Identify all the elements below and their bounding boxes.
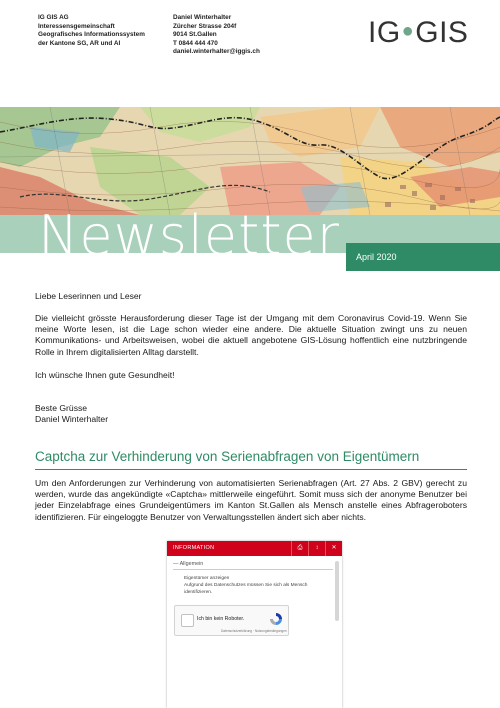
contact-line: T 0844 444 470: [173, 39, 218, 47]
map-banner-image: [0, 107, 500, 215]
dialog-scrollbar[interactable]: [335, 561, 339, 621]
logo-text-gis: GIS: [415, 16, 469, 49]
article-paragraph: Um den Anforderungen zur Verhinderung von automatisierten Serienabfragen (Art. 27 Abs. 2 GBV) gerecht zu werden, wurde das angekündigte «Captcha» mittlerweile eingeführt. Somit muss sich der anonyme Benutzer bei jeder Einzelabfrage eines Grundeigentümers im Kanton St.Gallen als Mensch anstelle eines Abfrageroboters identifizieren. Für eingeloggte Benutzer von Verwaltungsstellen ändert sich aber nichts.: [35, 478, 467, 522]
recaptcha-logo-icon: [269, 612, 283, 626]
org-line: Interessensgemeinschaft: [38, 22, 115, 30]
newsletter-title: Newsletter: [38, 204, 340, 267]
contact-block: [173, 14, 260, 57]
logo-dot-icon: ●: [401, 20, 415, 42]
dialog-divider: [173, 569, 333, 570]
dialog-line: Aufgrund des Datenschutzes müssen Sie sich als Mensch: [184, 583, 308, 588]
contact-line: Daniel Winterhalter: [173, 14, 232, 21]
dialog-title: INFORMATION: [173, 545, 215, 551]
print-icon[interactable]: ⎙: [291, 541, 308, 556]
signature: Daniel Winterhalter: [35, 414, 109, 424]
dialog-line: Eigentümer anzeigen: [184, 576, 230, 581]
resize-icon[interactable]: ↕: [308, 541, 325, 556]
information-dialog: [167, 541, 342, 708]
org-line: IG GIS AG: [38, 14, 69, 21]
captcha-footer: Datenschutzerklärung · Nutzungsbedingungen: [221, 629, 287, 633]
dialog-section-label[interactable]: — Allgemein: [173, 561, 204, 567]
captcha-label: Ich bin kein Roboter.: [197, 616, 245, 622]
captcha-checkbox[interactable]: [181, 614, 194, 627]
org-line: Geografisches Informationssystem: [38, 31, 145, 39]
organization-address: [38, 14, 145, 48]
contact-line: Zürcher Strasse 204f: [173, 22, 237, 30]
iggis-logo: [368, 16, 468, 50]
org-line: der Kantone SG, AR und AI: [38, 39, 121, 47]
contact-line: 9014 St.Gallen: [173, 31, 217, 39]
issue-date: April 2020: [356, 252, 397, 262]
logo-text-ig: IG: [368, 16, 401, 49]
topographic-map: [0, 107, 500, 215]
salutation: Liebe Leserinnen und Leser: [35, 291, 142, 301]
intro-paragraph: Die vielleicht grösste Herausforderung dieser Tage ist der Umgang mit dem Coronavirus Covid-19. Wenn Sie meine Worte lesen, ist die Lage schon wieder eine andere. Die aktuelle Situation zwingt uns zu neuen Kommunikations- und Arbeitsweisen, wobei die aktuell angebotene GIS-Lösung hoffentlich eine nutzbringende Rolle in Ihrem digitalisierten Alltag darstellt.: [35, 313, 467, 357]
captcha-widget: [174, 605, 289, 636]
wish-line: Ich wünsche Ihnen gute Gesundheit!: [35, 370, 175, 380]
heading-rule: [35, 469, 467, 470]
dialog-titlebar: [167, 541, 342, 556]
closing: Beste Grüsse: [35, 403, 88, 413]
dialog-line: identifizieren.: [184, 590, 213, 595]
close-icon[interactable]: ✕: [325, 541, 342, 556]
contact-email: daniel.winterhalter@iggis.ch: [173, 48, 260, 56]
article-heading: Captcha zur Verhinderung von Serienabfragen von Eigentümern: [35, 449, 420, 464]
